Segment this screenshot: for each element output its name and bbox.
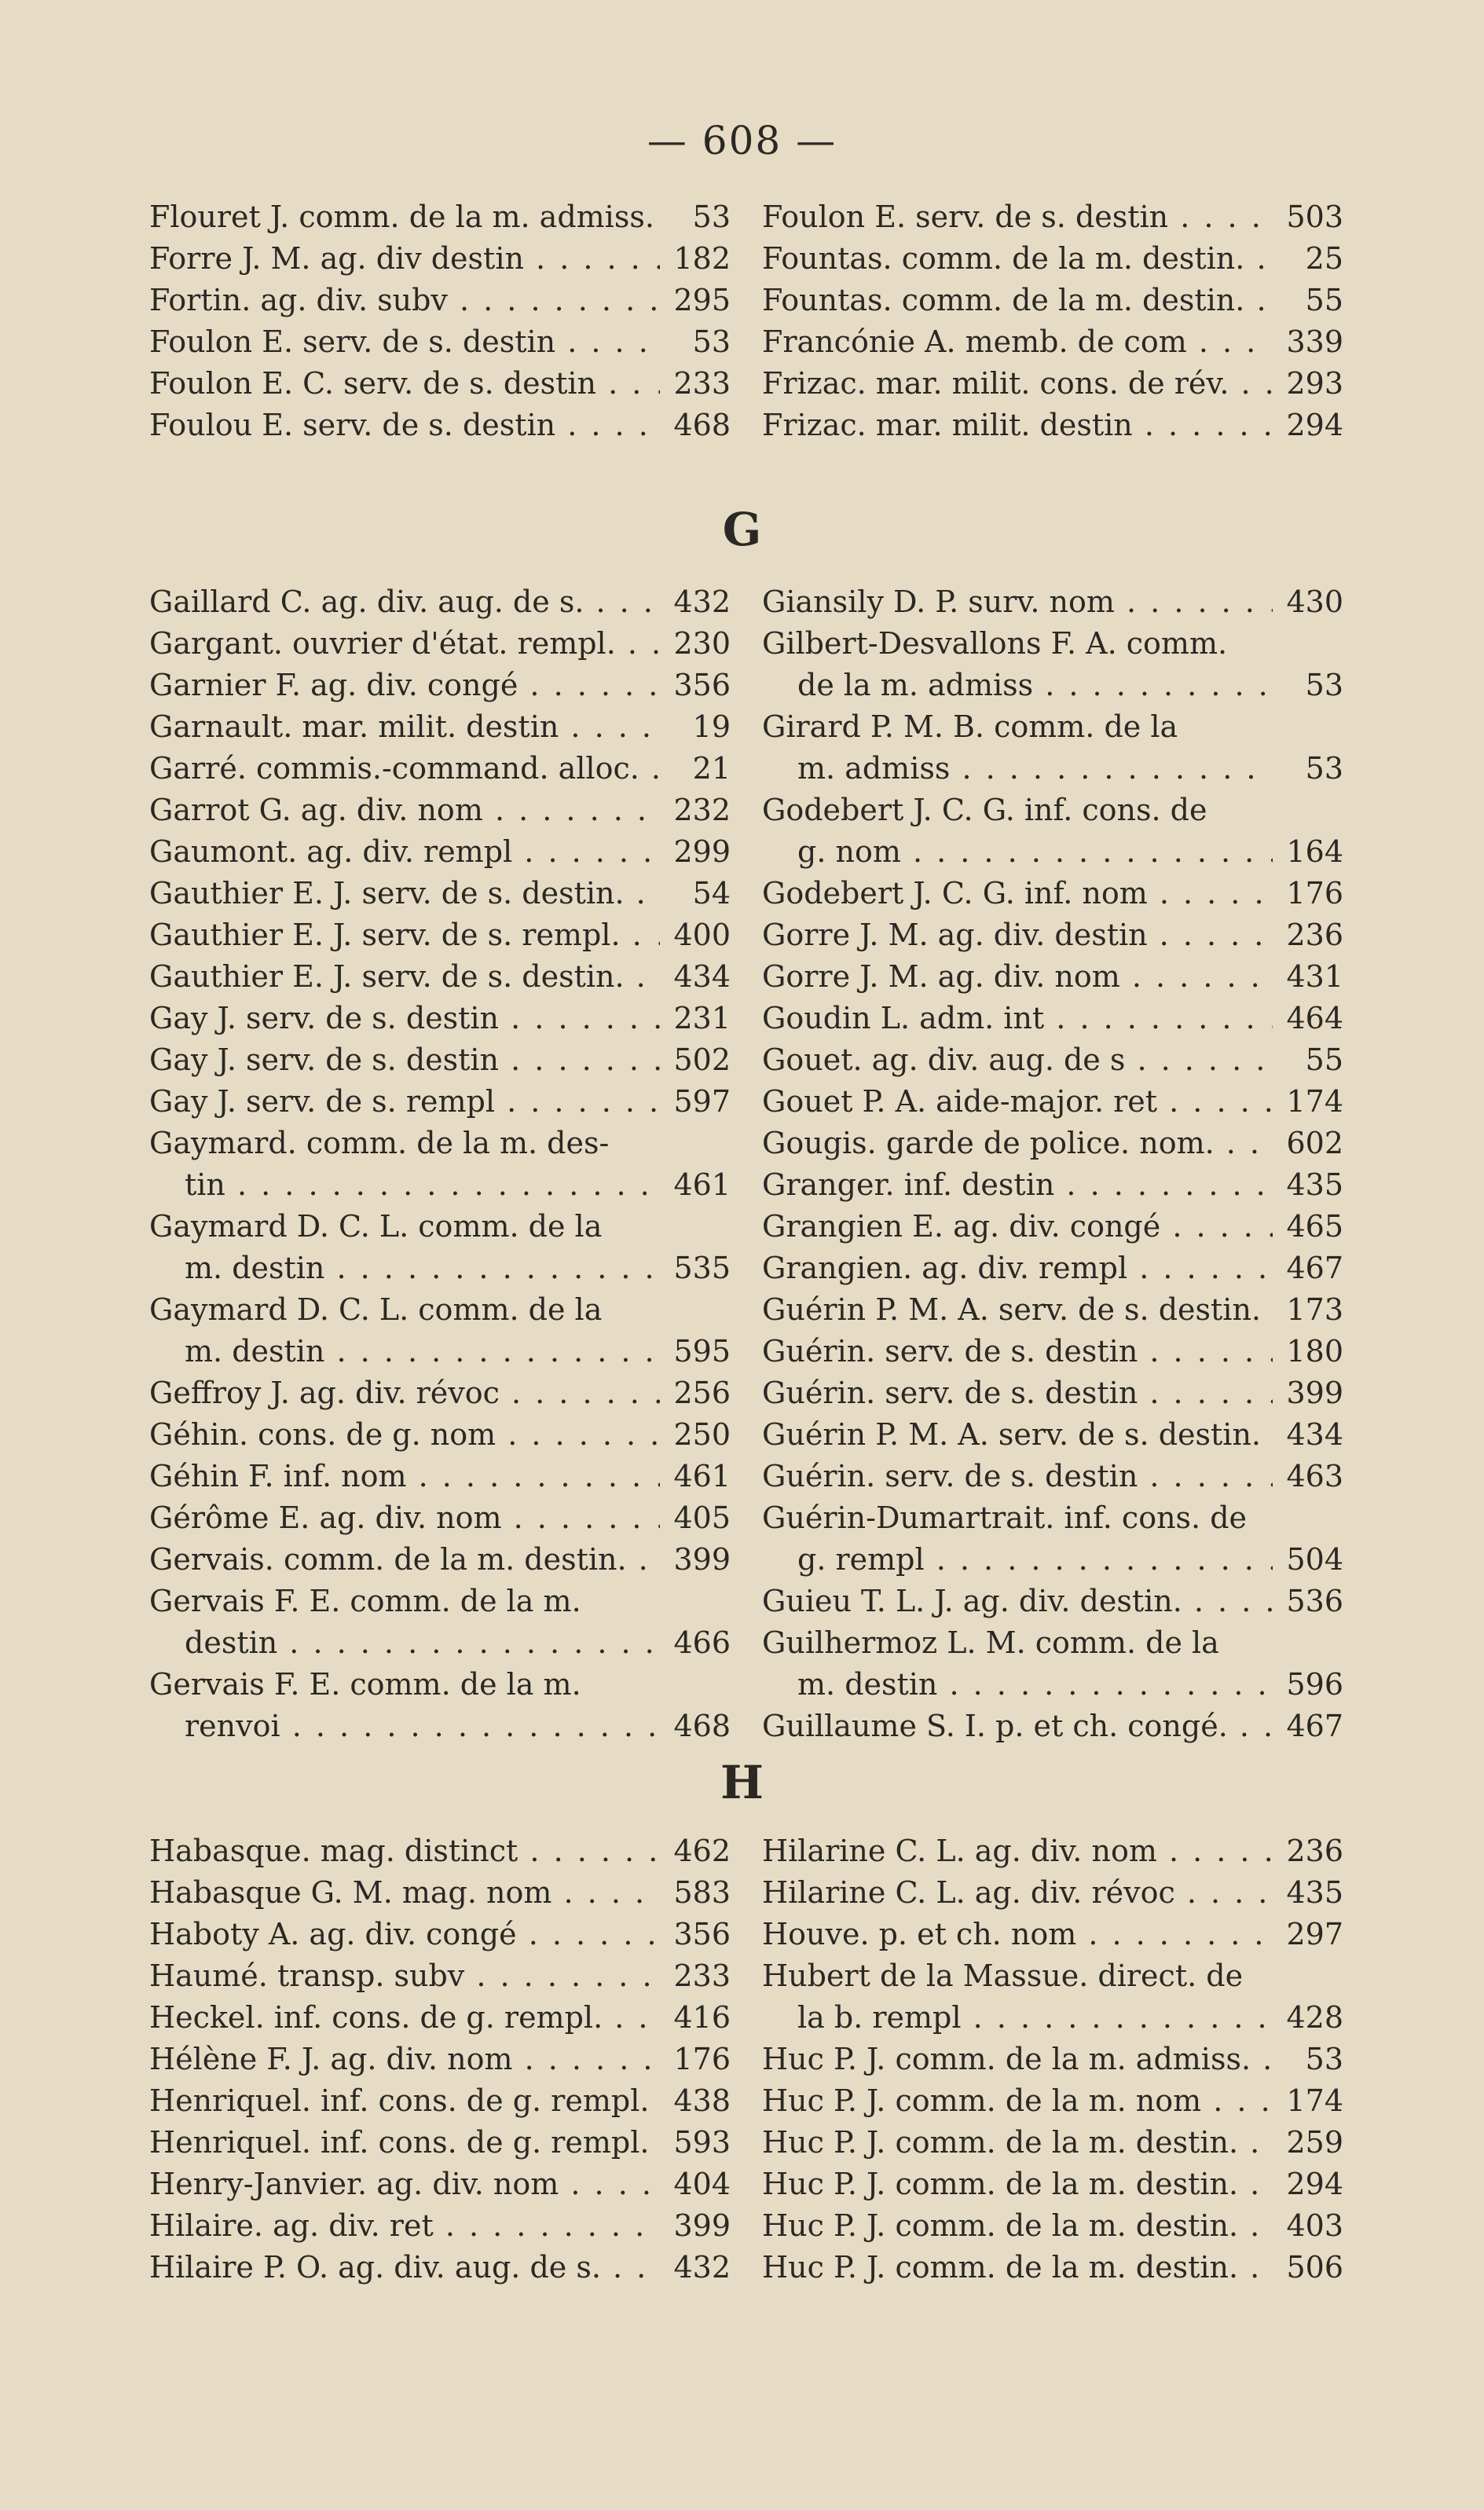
entry-text: m. destin . . . [149,1331,731,1372]
index-entry [149,831,731,873]
entry-page-number: 435 [1273,1872,1343,1914]
index-entry [762,2080,1343,2122]
entry-text: Garrot G. ag. div. nom . . . [149,790,731,831]
index-entry [149,1456,731,1497]
entry-text: Huc P. J. comm. de la m. destin. . . . [762,2247,1343,2288]
entry-page-number: 464 [1273,998,1343,1039]
entry-page-number: 399 [660,1539,731,1581]
entry-text: Gargant. ouvrier d'état. rempl. . . . [149,623,731,665]
entry-text: Grangien. ag. div. rempl . . . [762,1248,1343,1289]
entry-text: Gay J. serv. de s. rempl . . . [149,1081,731,1123]
entry-text: Grangien E. ag. div. congé . . . [762,1206,1343,1248]
letter-heading-g: G [722,503,762,556]
index-entry [762,623,1343,665]
left-column [149,1830,731,2288]
entry-text: Geffroy J. ag. div. révoc . . . [149,1372,731,1414]
index-entry [149,1955,731,1997]
entry-page-number: 339 [1273,321,1343,363]
page-number: — 608 — [647,118,837,163]
entry-text: Gay J. serv. de s. destin . . . [149,998,731,1039]
index-entry [149,998,731,1039]
entry-page-number: 399 [660,2205,731,2247]
entry-text: Huc P. J. comm. de la m. admiss. . . . [762,2039,1343,2080]
index-entry [149,1622,731,1664]
index-entry [149,2080,731,2122]
entry-page-number: 467 [1273,1706,1343,1747]
entry-text: Gaymard D. C. L. comm. de la [149,1209,603,1244]
entry-text: Gervais F. E. comm. de la m. [149,1584,581,1618]
index-entry [149,1539,731,1581]
entry-text: Guieu T. L. J. ag. div. destin. . . . [762,1581,1343,1622]
entry-page-number: 461 [660,1164,731,1206]
entry-page-number: 180 [1273,1331,1343,1372]
index-entry [762,2164,1343,2205]
left-column [149,581,731,1747]
index-entry [762,1414,1343,1456]
entry-page-number: 356 [660,1914,731,1955]
entry-page-number: 25 [1273,238,1343,280]
entry-text: Henry-Janvier. ag. div. nom . . . [149,2164,731,2205]
index-entry [762,1706,1343,1747]
entry-text: Guérin. serv. de s. destin . . . [762,1372,1343,1414]
index-entry [149,623,731,665]
index-entry [149,1331,731,1372]
index-entry [762,1123,1343,1164]
entry-text: g. rempl . . . [762,1539,1343,1581]
entry-page-number: 174 [1273,2080,1343,2122]
entry-page-number: 434 [1273,1414,1343,1456]
entry-text: Foulon E. C. serv. de s. destin . . . [149,363,731,405]
index-entry [149,581,731,623]
entry-page-number: 236 [1273,914,1343,956]
entry-page-number: 593 [660,2122,731,2164]
entry-text: Guillaume S. I. p. et ch. congé. . . . [762,1706,1343,1747]
entry-text: renvoi . . . [149,1706,731,1747]
entry-text: m. destin . . . [762,1664,1343,1706]
index-entry [149,665,731,706]
index-entry [762,1289,1343,1331]
index-entry [762,1372,1343,1414]
index-entry [149,1830,731,1872]
entry-text: g. nom . . . [762,831,1343,873]
index-entry [762,1581,1343,1622]
entry-text: m. admiss . . . [762,748,1343,790]
index-entry [762,748,1343,790]
index-entry [149,790,731,831]
entry-text: Girard P. M. B. comm. de la [762,709,1178,744]
entry-page-number: 506 [1273,2247,1343,2288]
entry-text: tin . . . [149,1164,731,1206]
entry-text: Hilaire. ag. div. ret . . . [149,2205,731,2247]
entry-page-number: 230 [660,623,731,665]
index-entry [762,873,1343,914]
index-entry [762,1331,1343,1372]
entry-text: Huc P. J. comm. de la m. destin. . . . [762,2205,1343,2247]
entry-page-number: 297 [1273,1914,1343,1955]
entry-page-number: 597 [660,1081,731,1123]
entry-page-number: 583 [660,1872,731,1914]
index-entry [149,321,731,363]
entry-page-number: 465 [1273,1206,1343,1248]
entry-text: destin . . . [149,1622,731,1664]
index-entry [149,1248,731,1289]
index-entry [762,581,1343,623]
index-entry [149,1372,731,1414]
entry-text: Guérin P. M. A. serv. de s. destin. . . . [762,1289,1343,1331]
entry-page-number: 416 [660,1997,731,2039]
entry-page-number: 294 [1273,2164,1343,2205]
entry-page-number: 399 [1273,1372,1343,1414]
entry-text: Gorre J. M. ag. div. nom . . . [762,956,1343,998]
entry-text: Frizac. mar. milit. destin . . . [762,405,1343,446]
index-entry [762,1248,1343,1289]
index-entry [149,1581,731,1622]
entry-text: Haboty A. ag. div. congé . . . [149,1914,731,1955]
entry-text: Géhin. cons. de g. nom . . . [149,1414,731,1456]
entry-text: Foulon E. serv. de s. destin . . . [149,321,731,363]
entry-text: Gauthier E. J. serv. de s. destin. . . . [149,873,731,914]
entry-page-number: 596 [1273,1664,1343,1706]
entry-page-number: 21 [660,748,731,790]
entry-text: Heckel. inf. cons. de g. rempl. . . . [149,1997,731,2039]
index-entry [149,196,731,238]
index-entry [149,956,731,998]
index-entry [762,1830,1343,1872]
entry-text: Habasque. mag. distinct . . . [149,1830,731,1872]
index-entry [762,998,1343,1039]
entry-text: Flouret J. comm. de la m. admiss. . . . [149,196,731,238]
entry-page-number: 53 [1273,665,1343,706]
entry-text: Huc P. J. comm. de la m. destin. . . . [762,2122,1343,2164]
index-entry [149,1914,731,1955]
entry-page-number: 595 [660,1331,731,1372]
entry-text: Forre J. M. ag. div destin . . . [149,238,731,280]
entry-page-number: 432 [660,581,731,623]
entry-text: Henriquel. inf. cons. de g. rempl. . . . [149,2122,731,2164]
index-entry [149,1206,731,1248]
right-column [762,581,1343,1747]
index-entry [149,363,731,405]
entry-text: Fortin. ag. div. subv . . . [149,280,731,321]
index-entry [762,321,1343,363]
index-entry [149,1289,731,1331]
entry-text: Garnier F. ag. div. congé . . . [149,665,731,706]
entry-page-number: 54 [660,873,731,914]
index-entry [149,2205,731,2247]
entry-page-number: 19 [660,706,731,748]
index-entry [149,1664,731,1706]
entry-page-number: 502 [660,1039,731,1081]
entry-text: Foulou E. serv. de s. destin . . . [149,405,731,446]
entry-page-number: 400 [660,914,731,956]
entry-page-number: 404 [660,2164,731,2205]
entry-text: Gaymard D. C. L. comm. de la [149,1292,603,1327]
entry-text: Hubert de la Massue. direct. de [762,1959,1244,1993]
index-entry [762,1914,1343,1955]
index-entry [762,1622,1343,1664]
index-entry [762,2122,1343,2164]
entry-page-number: 438 [660,2080,731,2122]
index-entry [762,665,1343,706]
entry-page-number: 233 [660,363,731,405]
index-entry [149,405,731,446]
entry-text: Habasque G. M. mag. nom . . . [149,1872,731,1914]
index-entry [762,790,1343,831]
entry-page-number: 236 [1273,1830,1343,1872]
index-entry [762,914,1343,956]
entry-text: Gilbert-Desvallons F. A. comm. [762,626,1228,661]
entry-text: Guérin P. M. A. serv. de s. destin. . . . [762,1414,1343,1456]
index-entry [149,2122,731,2164]
entry-page-number: 535 [660,1248,731,1289]
index-entry [149,1164,731,1206]
entry-page-number: 467 [1273,1248,1343,1289]
index-entry [762,1955,1343,1997]
entry-text: Gauthier E. J. serv. de s. rempl. . . . [149,914,731,956]
entry-page-number: 463 [1273,1456,1343,1497]
entry-text: Guérin-Dumartrait. inf. cons. de [762,1501,1248,1535]
index-entry [762,1164,1343,1206]
entry-page-number: 466 [660,1622,731,1664]
entry-page-number: 53 [660,321,731,363]
entry-text: de la m. admiss . . . [762,665,1343,706]
entry-text: Goudin L. adm. int . . . [762,998,1343,1039]
entry-page-number: 182 [660,238,731,280]
right-column [762,196,1343,446]
entry-page-number: 295 [660,280,731,321]
entry-page-number: 468 [660,1706,731,1747]
index-entry [762,1081,1343,1123]
entry-text: Granger. inf. destin . . . [762,1164,1343,1206]
letter-heading-h: H [720,1756,764,1809]
index-entry [762,831,1343,873]
entry-page-number: 468 [660,405,731,446]
index-entry [762,280,1343,321]
entry-text: Frizac. mar. milit. cons. de rév. . . . [762,363,1343,405]
index-entry [149,1872,731,1914]
entry-text: Gaumont. ag. div. rempl . . . [149,831,731,873]
index-entry [762,1872,1343,1914]
index-entry [149,1123,731,1164]
entry-page-number: 53 [1273,748,1343,790]
entry-text: Giansily D. P. surv. nom . . . [762,581,1343,623]
entry-text: Hilarine C. L. ag. div. nom . . . [762,1830,1343,1872]
index-entry [762,1997,1343,2039]
entry-text: Guérin. serv. de s. destin . . . [762,1331,1343,1372]
entry-page-number: 536 [1273,1581,1343,1622]
entry-text: Gougis. garde de police. nom. . . . [762,1123,1343,1164]
entry-page-number: 293 [1273,363,1343,405]
entry-text: Garnault. mar. milit. destin . . . [149,706,731,748]
entry-text: Gouet P. A. aide-major. ret . . . [762,1081,1343,1123]
entry-text: Gouet. ag. div. aug. de s . . . [762,1039,1343,1081]
entry-page-number: 299 [660,831,731,873]
entry-page-number: 256 [660,1372,731,1414]
entry-text: Hélène F. J. ag. div. nom . . . [149,2039,731,2080]
index-entry [149,1706,731,1747]
entry-page-number: 428 [1273,1997,1343,2039]
entry-text: Gaillard C. ag. div. aug. de s. . . . [149,581,731,623]
entry-text: Fountas. comm. de la m. destin. . . . [762,238,1343,280]
index-entry [762,2205,1343,2247]
entry-text: Hilarine C. L. ag. div. révoc . . . [762,1872,1343,1914]
entry-page-number: 233 [660,1955,731,1997]
index-entry [762,2247,1343,2288]
entry-page-number: 356 [660,665,731,706]
entry-text: Garré. commis.-command. alloc. . . . [149,748,731,790]
entry-text: Francónie A. memb. de com . . . [762,321,1343,363]
entry-text: Gaymard. comm. de la m. des- [149,1126,610,1160]
index-entry [149,1497,731,1539]
entry-text: m. destin . . . [149,1248,731,1289]
index-entry [149,914,731,956]
entry-text: Houve. p. et ch. nom . . . [762,1914,1343,1955]
entry-text: Gérôme E. ag. div. nom . . . [149,1497,731,1539]
entry-page-number: 431 [1273,956,1343,998]
index-entry [762,363,1343,405]
entry-page-number: 55 [1273,1039,1343,1081]
entry-page-number: 461 [660,1456,731,1497]
entry-page-number: 173 [1273,1289,1343,1331]
entry-page-number: 405 [660,1497,731,1539]
entry-page-number: 250 [660,1414,731,1456]
entry-text: la b. rempl . . . [762,1997,1343,2039]
index-entry [149,1414,731,1456]
entry-text: Gay J. serv. de s. destin . . . [149,1039,731,1081]
index-entry [762,706,1343,748]
entry-page-number: 259 [1273,2122,1343,2164]
index-entry [762,405,1343,446]
entry-page-number: 176 [1273,873,1343,914]
entry-page-number: 232 [660,790,731,831]
entry-text: Henriquel. inf. cons. de g. rempl. . . . [149,2080,731,2122]
entry-page-number: 504 [1273,1539,1343,1581]
index-entry [762,196,1343,238]
entry-page-number: 231 [660,998,731,1039]
entry-text: Gauthier E. J. serv. de s. destin. . . . [149,956,731,998]
index-entry [762,1039,1343,1081]
index-entry [149,2247,731,2288]
entry-page-number: 602 [1273,1123,1343,1164]
entry-page-number: 176 [660,2039,731,2080]
index-entry [149,280,731,321]
index-entry [149,706,731,748]
index-entry [762,238,1343,280]
index-entry [149,1081,731,1123]
entry-text: Foulon E. serv. de s. destin . . . [762,196,1343,238]
entry-text: Gervais F. E. comm. de la m. [149,1667,581,1702]
index-entry [149,2039,731,2080]
entry-text: Guilhermoz L. M. comm. de la [762,1625,1219,1660]
index-entry [149,238,731,280]
right-column [762,1830,1343,2288]
index-entry [149,1039,731,1081]
index-entry [149,873,731,914]
entry-page-number: 462 [660,1830,731,1872]
index-entry [149,748,731,790]
entry-page-number: 434 [660,956,731,998]
index-entry [149,1997,731,2039]
entry-page-number: 503 [1273,196,1343,238]
index-entry [762,956,1343,998]
entry-text: Godebert J. C. G. inf. cons. de [762,793,1207,827]
index-entry [762,1539,1343,1581]
entry-page-number: 432 [660,2247,731,2288]
entry-page-number: 294 [1273,405,1343,446]
entry-page-number: 435 [1273,1164,1343,1206]
entry-page-number: 55 [1273,280,1343,321]
entry-text: Haumé. transp. subv . . . [149,1955,731,1997]
entry-text: Hilaire P. O. ag. div. aug. de s. . . . [149,2247,731,2288]
entry-text: Gervais. comm. de la m. destin. . . . [149,1539,731,1581]
entry-text: Huc P. J. comm. de la m. nom . . . [762,2080,1343,2122]
index-entry [762,1456,1343,1497]
entry-text: Godebert J. C. G. inf. nom . . . [762,873,1343,914]
entry-text: Huc P. J. comm. de la m. destin. . . . [762,2164,1343,2205]
entry-text: Géhin F. inf. nom . . . [149,1456,731,1497]
index-entry [762,1497,1343,1539]
index-entry [149,2164,731,2205]
entry-page-number: 164 [1273,831,1343,873]
entry-page-number: 403 [1273,2205,1343,2247]
entry-page-number: 430 [1273,581,1343,623]
entry-text: Gorre J. M. ag. div. destin . . . [762,914,1343,956]
index-entry [762,1206,1343,1248]
left-column [149,196,731,446]
entry-page-number: 53 [1273,2039,1343,2080]
index-entry [762,2039,1343,2080]
entry-page-number: 174 [1273,1081,1343,1123]
entry-text: Fountas. comm. de la m. destin. . . . [762,280,1343,321]
entry-text: Guérin. serv. de s. destin . . . [762,1456,1343,1497]
entry-page-number: 53 [660,196,731,238]
index-entry [762,1664,1343,1706]
